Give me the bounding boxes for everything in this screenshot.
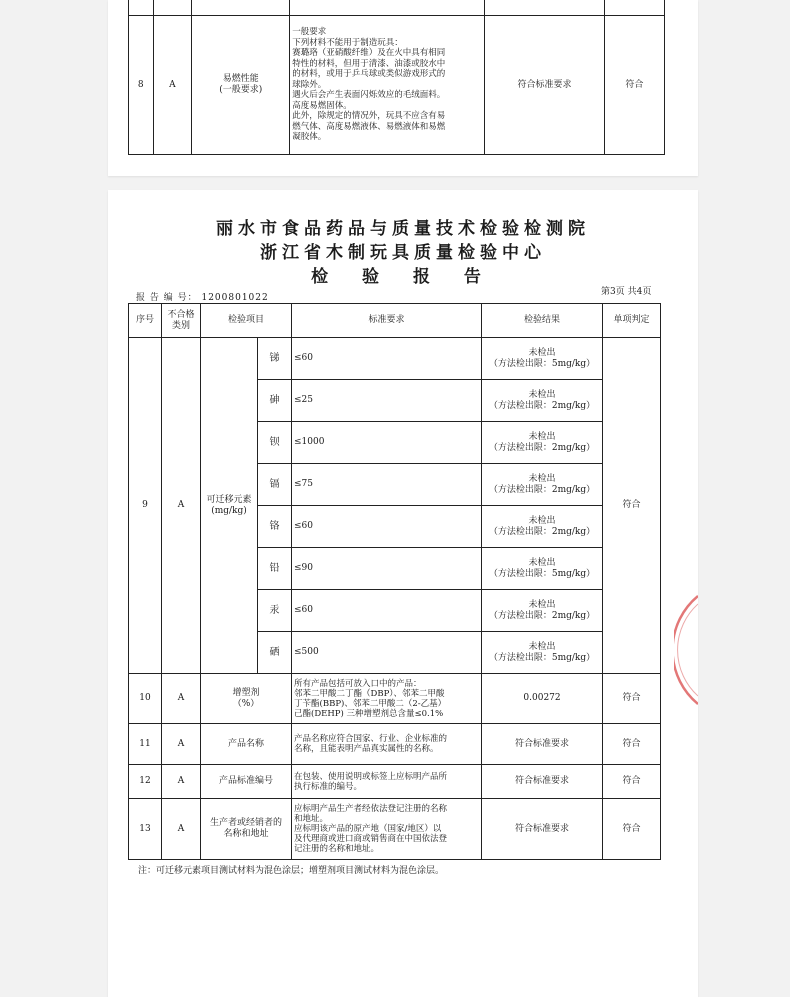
element-result: [482, 590, 603, 632]
results-table: [128, 303, 661, 860]
result-status: 未检出: [528, 473, 556, 484]
element-name: 铬: [258, 506, 292, 548]
result-detection-limit: （方法检出限：2mg/kg）: [488, 526, 596, 537]
result-status: 未检出: [528, 389, 556, 400]
header-category: 不合格 类别: [162, 304, 201, 338]
red-seal-stamp: [674, 590, 698, 710]
report-page-2-bottom: [108, 0, 698, 176]
item-cell: 产品名称: [201, 724, 292, 765]
element-result: [482, 338, 603, 380]
element-limit: ≤60: [292, 590, 482, 632]
result-detection-limit: （方法检出限：5mg/kg）: [488, 358, 596, 369]
verdict-cell: 符合: [604, 16, 664, 155]
table-row: [129, 724, 661, 765]
result-detection-limit: （方法检出限：2mg/kg）: [488, 484, 596, 495]
result-cell: 符合标准要求: [482, 765, 603, 799]
category-cell: A: [162, 724, 201, 765]
element-limit: ≤90: [292, 548, 482, 590]
table-row: [129, 799, 661, 860]
element-name: 硒: [258, 632, 292, 674]
report-page-3: [108, 190, 698, 997]
results-table-continued: [128, 0, 665, 155]
requirement-cell: 所有产品包括可放入口中的产品： 邻苯二甲酸二丁酯（DBP）、邻苯二甲酸 丁苄酯(BBP)、邻苯二甲酸二（2-乙基） 己酯(DEHP) 三种增塑剂总含量≤0.1%: [292, 674, 482, 724]
result-cell: 0.00272: [482, 674, 603, 724]
category-cell: A: [162, 765, 201, 799]
footnote: 注：可迁移元素项目测试材料为混色涂层；增塑剂项目测试材料为混色涂层。: [138, 866, 445, 876]
category-cell: A: [153, 16, 192, 155]
table-row: [129, 0, 665, 16]
page-indicator: 第3页 共4页: [601, 287, 652, 297]
verdict-cell: 符合: [603, 799, 661, 860]
element-result: [482, 464, 603, 506]
header-requirement: 标准要求: [292, 304, 482, 338]
result-detection-limit: （方法检出限：5mg/kg）: [488, 652, 596, 663]
report-number: [136, 290, 269, 303]
institute-title: 丽水市食品药品与质量技术检验检测院: [216, 219, 590, 239]
element-limit: ≤25: [292, 380, 482, 422]
element-name: 铅: [258, 548, 292, 590]
item-cell: 生产者或经销者的 名称和地址: [201, 799, 292, 860]
header-result: 检验结果: [482, 304, 603, 338]
element-name: 锑: [258, 338, 292, 380]
report-number-label: 报 告 编 号：: [136, 293, 198, 303]
result-status: 未检出: [528, 347, 556, 358]
report-number-value: 1200801022: [201, 293, 269, 303]
element-name: 钡: [258, 422, 292, 464]
category-cell: A: [162, 338, 201, 674]
row-number: 11: [129, 724, 162, 765]
result-status: 未检出: [528, 431, 556, 442]
table-row: [129, 338, 661, 380]
row-number: 8: [129, 16, 154, 155]
result-detection-limit: （方法检出限：2mg/kg）: [488, 400, 596, 411]
element-limit: ≤500: [292, 632, 482, 674]
verdict-cell: 符合: [603, 724, 661, 765]
result-cell: 符合标准要求: [482, 724, 603, 765]
row-number: 12: [129, 765, 162, 799]
requirement-cell: 产品名称应符合国家、行业、企业标准的 名称，且能表明产品真实属性的名称。: [292, 724, 482, 765]
table-row: [129, 674, 661, 724]
item-cell: 可迁移元素 (mg/kg): [201, 338, 258, 674]
row-number: 9: [129, 338, 162, 674]
element-result: [482, 548, 603, 590]
element-name: 汞: [258, 590, 292, 632]
header-row: [129, 304, 661, 338]
element-limit: ≤1000: [292, 422, 482, 464]
element-limit: ≤60: [292, 338, 482, 380]
element-result: [482, 380, 603, 422]
requirement-cell: 应标明产品生产者经依法登记注册的名称 和地址。 应标明该产品的原产地（国家/地区）以 及代理商或进口商或销售商在中国依法登 记注册的名称和地址。: [292, 799, 482, 860]
category-cell: A: [162, 799, 201, 860]
report-title: 检 验 报 告: [311, 267, 495, 287]
header-no: 序号: [129, 304, 162, 338]
result-status: 未检出: [528, 641, 556, 652]
element-name: 镉: [258, 464, 292, 506]
verdict-cell: 符合: [603, 674, 661, 724]
result-detection-limit: （方法检出限：2mg/kg）: [488, 610, 596, 621]
header-verdict: 单项判定: [603, 304, 661, 338]
element-name: 砷: [258, 380, 292, 422]
table-row: [129, 765, 661, 799]
table-row: [129, 16, 665, 155]
item-cell: 产品标准编号: [201, 765, 292, 799]
element-limit: ≤75: [292, 464, 482, 506]
row-number: 10: [129, 674, 162, 724]
center-title: 浙江省木制玩具质量检验中心: [260, 243, 546, 263]
verdict-cell: 符合: [603, 338, 661, 674]
element-result: [482, 422, 603, 464]
requirement-cell: 一般要求 下列材料不能用于制造玩具： 赛璐珞（亚硝酸纤维）及在火中具有相同 特性的材料，但用于清漆、油漆或胶水中 的材料，或用于乒乓球或类似游戏形式的 球除外。 遇火后会产生表面闪烁效应的毛绒面料。 高度易燃固体。 此外，除规定的情况外，玩具不应含有易 燃气体、高度易燃液体、易燃液体和易燃 凝胶体。: [290, 16, 485, 155]
row-number: 13: [129, 799, 162, 860]
result-cell: 符合标准要求: [485, 16, 604, 155]
element-result: [482, 632, 603, 674]
result-status: 未检出: [528, 557, 556, 568]
header-item: 检验项目: [201, 304, 292, 338]
result-detection-limit: （方法检出限：2mg/kg）: [488, 442, 596, 453]
verdict-cell: 符合: [603, 765, 661, 799]
item-cell: 易燃性能 (一般要求): [192, 16, 290, 155]
requirement-cell: 在包装、使用说明或标签上应标明产品所 执行标准的编号。: [292, 765, 482, 799]
result-detection-limit: （方法检出限：5mg/kg）: [488, 568, 596, 579]
element-limit: ≤60: [292, 506, 482, 548]
element-result: [482, 506, 603, 548]
result-status: 未检出: [528, 599, 556, 610]
category-cell: A: [162, 674, 201, 724]
item-cell: 增塑剂 （%）: [201, 674, 292, 724]
result-status: 未检出: [528, 515, 556, 526]
result-cell: 符合标准要求: [482, 799, 603, 860]
